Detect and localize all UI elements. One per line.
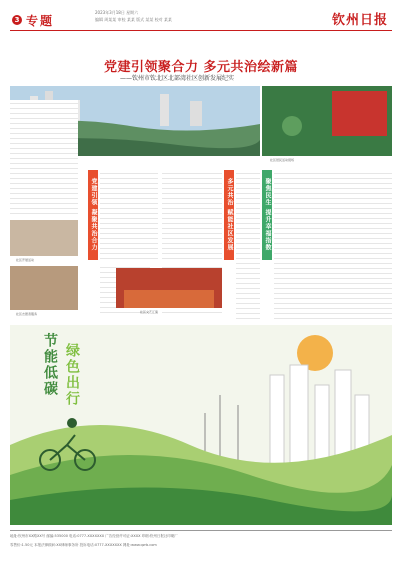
section-band-3: 聚焦民生 提升幸福指数 <box>262 170 272 260</box>
text-column-4 <box>274 170 392 320</box>
header-divider <box>10 30 392 31</box>
left-caption-2: 社区志愿者服务 <box>16 312 38 316</box>
left-photo-2 <box>10 266 78 310</box>
masthead-logo: 钦州日报 <box>331 13 388 28</box>
footer-line-1: 地址:钦州市XX路XX号 邮编:535000 电话:0777-XXXXXXX 广告经营许可证:XXXX 印刷:钦州日报社印刷厂 <box>10 534 178 538</box>
section-label: 专题 <box>26 14 55 28</box>
poster-title-2: 绿色出行 <box>64 343 80 407</box>
text-column-3 <box>236 170 260 320</box>
intro-text-block <box>10 100 78 218</box>
page-number-badge: 3 <box>12 15 22 25</box>
section-band-1: 党建引领 凝聚共治合力 <box>88 170 98 260</box>
left-photo-1 <box>10 220 78 256</box>
footer-line-2: 零售价:1.50元 本报法律顾问:XX律师事务所 投诉电话:0777-XXXXXXX 网址:www.qzrb.com <box>10 543 157 547</box>
text-column-2 <box>162 170 222 262</box>
header-editors: 编辑 周某某 审校 某某 版式 某某 校对 某某 <box>95 17 172 22</box>
top-right-photo <box>262 86 392 156</box>
stage-photo <box>116 268 222 308</box>
footer-divider <box>10 530 392 531</box>
left-caption-1: 社区开展活动 <box>16 258 35 262</box>
text-column-1 <box>100 170 158 262</box>
header-meta: 2023年3月18日 星期六 <box>95 10 139 15</box>
photo-caption-top-right: 社区居民活动现场 <box>270 158 295 162</box>
article-title: 党建引领聚合力 多元共治绘新篇 <box>103 60 299 75</box>
section-band-2: 多元共治 赋能社区发展 <box>224 170 234 260</box>
green-travel-poster <box>10 325 392 525</box>
poster-title-1: 节能低碳 <box>42 333 58 397</box>
article-subtitle: ——钦州市钦北区北部湾社区创新发展纪实 <box>120 75 235 82</box>
stage-caption: 社区文艺汇演 <box>140 310 159 314</box>
